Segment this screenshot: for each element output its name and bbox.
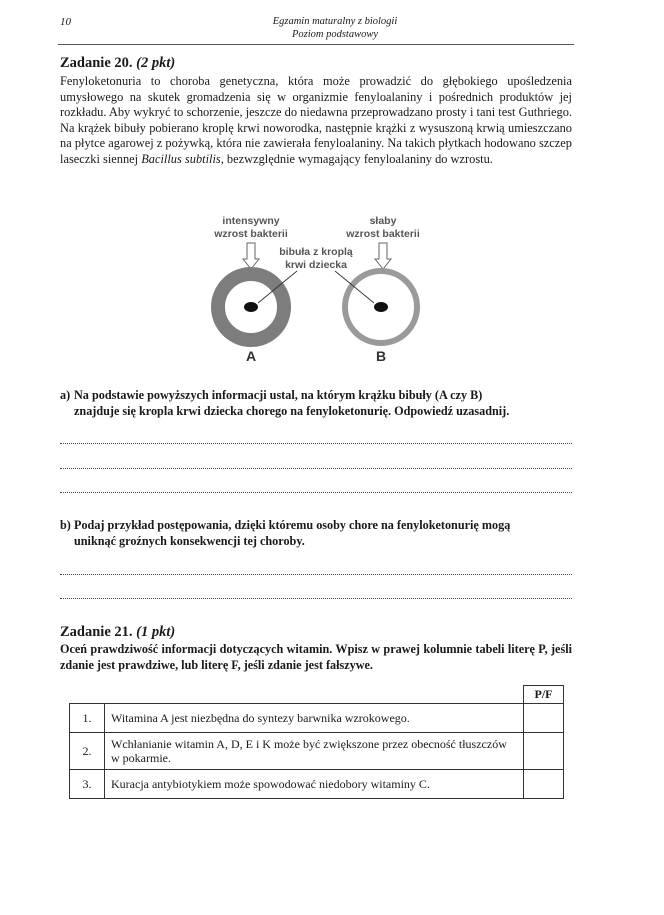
disc-a (218, 274, 284, 340)
answer-cell[interactable] (524, 770, 564, 799)
answer-cell[interactable] (524, 704, 564, 733)
answer-line[interactable] (60, 492, 572, 493)
label-disc-2: krwi dziecka (285, 259, 347, 271)
task21-points: (1 pkt) (136, 624, 176, 640)
table-row (70, 733, 564, 770)
exam-title: Egzamin maturalny z biologii (272, 16, 398, 27)
task20-points: (2 pkt) (136, 55, 176, 71)
table-row (70, 704, 564, 733)
task20-text (60, 74, 572, 167)
row-statement: Kuracja antybiotykiem może spowodować niedobory witaminy C. (105, 770, 524, 799)
answer-line[interactable] (60, 468, 572, 469)
task21-heading (60, 624, 175, 641)
question-a-line2: znajduje się kropla krwi dziecka chorego na fenyloketonurię. Odpowiedź uzasadnij. (74, 404, 510, 418)
blood-drop-a (244, 302, 258, 312)
question-b (60, 517, 572, 549)
label-intense-1: intensywny (222, 215, 280, 227)
task21-instruction: Oceń prawdziwość informacji dotyczących witamin. Wpisz w prawej kolumnie tabeli literę P, jeśli zdanie jest prawdziwe, lub literę F, jeśli zdanie jest fałszywe. (60, 642, 572, 672)
arrow-down-icon (243, 243, 259, 269)
question-b-label: b) (60, 518, 71, 532)
question-b-line1: Podaj przykład postępowania, dzięki któremu osoby chore na fenyloketonurię mogą (74, 518, 511, 532)
task20-species: Bacillus subtilis (141, 151, 221, 166)
task20-title: Zadanie 20. (60, 55, 133, 71)
exam-level: Poziom podstawowy (291, 29, 379, 40)
task20-text-end: , bezwzględnie wymagający fenyloalaniny do wzrostu. (220, 151, 493, 166)
label-intense-2: wzrost bakterii (214, 228, 288, 240)
label-weak-2: wzrost bakterii (346, 228, 420, 240)
disc-b (345, 271, 417, 343)
label-disc-1: bibuła z kroplą (279, 246, 353, 258)
pf-header: P/F (524, 686, 564, 704)
answer-line[interactable] (60, 443, 572, 444)
task21-title: Zadanie 21. (60, 624, 133, 640)
question-b-line2: uniknąć groźnych konsekwencji tej choroby. (74, 534, 305, 548)
exam-header (200, 15, 470, 41)
task20-heading (60, 55, 175, 72)
row-statement: Witamina A jest niezbędna do syntezy barwnika wzrokowego. (105, 704, 524, 733)
answer-line[interactable] (60, 574, 572, 575)
label-weak-1: słaby (369, 215, 397, 227)
table-row (70, 770, 564, 799)
answer-cell[interactable] (524, 733, 564, 770)
question-a-line1: Na podstawie powyższych informacji ustal, na którym krążku bibuły (A czy B) (74, 388, 483, 402)
true-false-table (69, 685, 564, 799)
blood-drop-b (374, 302, 388, 312)
answer-line[interactable] (60, 598, 572, 599)
label-b: B (375, 348, 387, 364)
row-number: 1. (70, 704, 105, 733)
page-number: 10 (60, 16, 71, 28)
row-number: 3. (70, 770, 105, 799)
question-a-label: a) (60, 388, 71, 402)
question-a (60, 387, 572, 419)
bacteria-growth-figure (195, 205, 435, 370)
arrow-down-icon (375, 243, 391, 269)
row-statement: Wchłanianie witamin A, D, E i K może być zwiększone przez obecność tłuszczów w pokarmie. (105, 733, 524, 770)
task20-text-main: Fenyloketonuria to choroba genetyczna, która może prowadzić do głębokiego upośledzenia umysłowego na skutek gromadzenia się w organizmie fenyloalaniny i pośrednich produktów jej rozkładu. Aby wykryć to schorzenie, jeszcze do niedawna przeprowadzano prosty i tani test Guthriego. Na krążek bibuły pobierano kroplę krwi noworodka, następnie krążki z wysuszoną krwią umieszczano na płytce agarowej z pożywką, która nie zawierała fenyloalaniny. Na takich płytkach hodowano szczep laseczki siennej (60, 74, 572, 166)
header-divider (58, 44, 574, 45)
label-a: A (245, 348, 257, 364)
row-number: 2. (70, 733, 105, 770)
